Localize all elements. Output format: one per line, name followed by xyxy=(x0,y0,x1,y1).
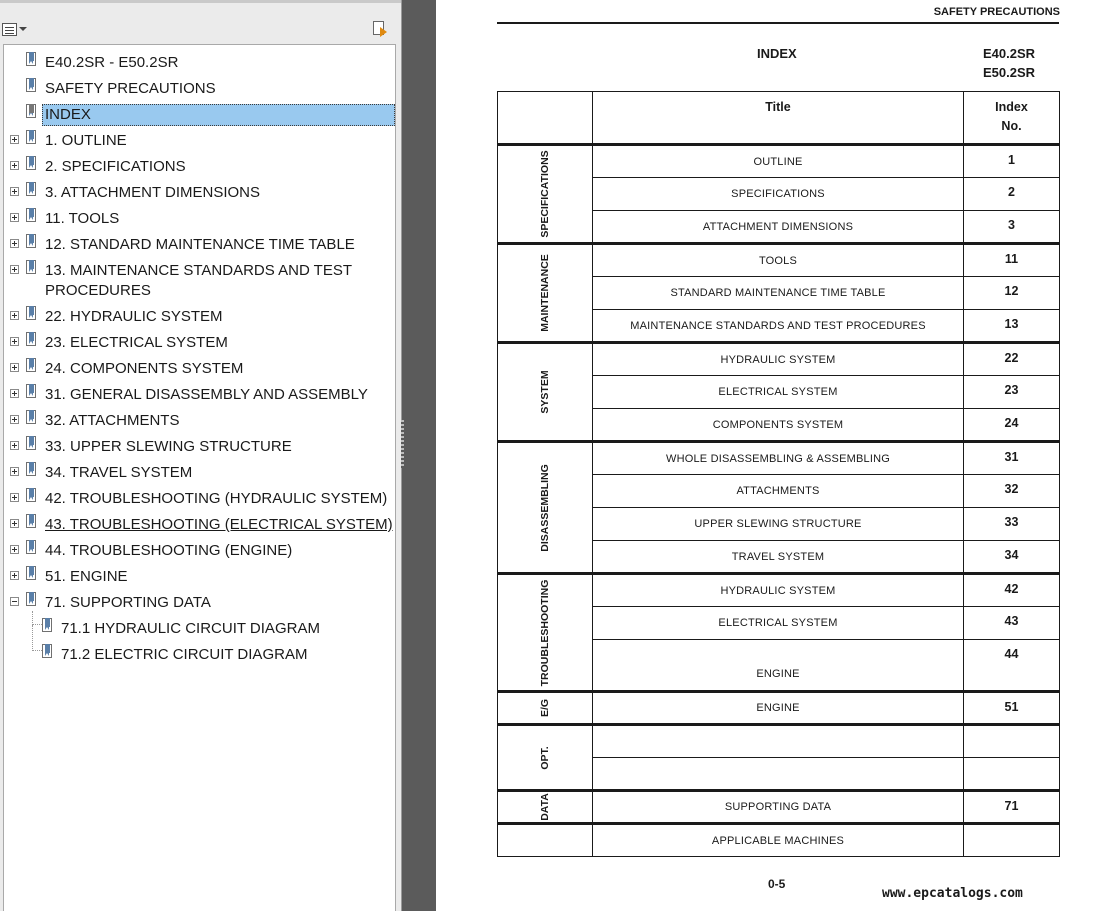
bookmark-options-button[interactable] xyxy=(2,20,28,38)
bookmark-title[interactable] xyxy=(4,49,395,75)
row-index-no: 3 xyxy=(964,211,1060,244)
bookmark-label: 23. ELECTRICAL SYSTEM xyxy=(45,334,228,351)
row-index-no: 32 xyxy=(964,475,1060,508)
bookmark-disassembly-assembly[interactable] xyxy=(4,381,395,407)
bookmark-icon xyxy=(26,130,38,146)
table-row xyxy=(498,791,1060,824)
bookmark-label: 71.2 ELECTRIC CIRCUIT DIAGRAM xyxy=(61,646,308,663)
row-index-no xyxy=(964,725,1060,758)
category-label: DATA xyxy=(539,793,551,821)
bookmarks-panel xyxy=(0,0,401,911)
row-title: UPPER SLEWING STRUCTURE xyxy=(593,508,964,541)
row-index-no: 43 xyxy=(964,607,1060,640)
table-header-row xyxy=(498,92,1060,145)
bookmark-label: INDEX xyxy=(42,104,395,126)
splitter-grip[interactable] xyxy=(401,420,404,468)
table-row xyxy=(498,244,1060,277)
bookmark-icon xyxy=(26,592,38,608)
expand-plus-icon[interactable] xyxy=(10,545,19,554)
bookmark-icon xyxy=(26,104,38,120)
bookmark-travel-system[interactable] xyxy=(4,459,395,485)
bookmark-label: 31. GENERAL DISASSEMBLY AND ASSEMBLY xyxy=(45,386,368,403)
bookmark-label: 1. OUTLINE xyxy=(45,132,127,149)
row-index-no: 2 xyxy=(964,178,1060,211)
panel-splitter[interactable] xyxy=(401,0,436,911)
bookmark-maintenance-time-table[interactable] xyxy=(4,231,395,257)
page-header-title: SAFETY PRECAUTIONS xyxy=(933,6,1060,18)
bookmark-icon xyxy=(26,260,38,276)
category-cell xyxy=(498,692,593,725)
row-index-no: 42 xyxy=(964,574,1060,607)
row-index-no: 23 xyxy=(964,376,1060,409)
table-row xyxy=(498,725,1060,758)
bookmark-label: 34. TRAVEL SYSTEM xyxy=(45,464,193,481)
bookmark-icon xyxy=(26,436,38,452)
category-cell xyxy=(498,145,593,244)
row-title: ELECTRICAL SYSTEM xyxy=(593,376,964,409)
bookmark-label: 12. STANDARD MAINTENANCE TIME TABLE xyxy=(45,236,355,253)
expand-plus-icon[interactable] xyxy=(10,213,19,222)
bookmark-icon xyxy=(26,514,38,530)
bookmark-label: 43. TROUBLESHOOTING (ELECTRICAL SYSTEM) xyxy=(45,516,393,533)
row-title: TRAVEL SYSTEM xyxy=(593,541,964,574)
row-index-no xyxy=(964,758,1060,791)
toolbar-border xyxy=(0,0,401,3)
bookmark-electrical-system[interactable] xyxy=(4,329,395,355)
bookmark-label: 44. TROUBLESHOOTING (ENGINE) xyxy=(45,542,293,559)
bookmark-icon xyxy=(26,540,38,556)
expand-plus-icon[interactable] xyxy=(10,337,19,346)
index-header-line: Index xyxy=(995,100,1028,114)
bookmark-icon xyxy=(42,644,54,660)
expand-bookmark-button[interactable] xyxy=(370,20,390,38)
row-index-no: 13 xyxy=(964,310,1060,343)
bookmark-label: E40.2SR - E50.2SR xyxy=(45,54,179,71)
row-title: MAINTENANCE STANDARDS AND TEST PROCEDURES xyxy=(593,310,964,343)
category-cell xyxy=(498,791,593,824)
bookmark-icon xyxy=(26,410,38,426)
bookmark-label: 24. COMPONENTS SYSTEM xyxy=(45,360,244,377)
bookmark-icon xyxy=(26,208,38,224)
bookmark-icon xyxy=(26,358,38,374)
row-title: COMPONENTS SYSTEM xyxy=(593,409,964,442)
bookmark-electric-circuit-diagram[interactable] xyxy=(4,641,395,667)
row-index-no: 1 xyxy=(964,145,1060,178)
bookmark-icon xyxy=(26,384,38,400)
bookmark-label: SAFETY PRECAUTIONS xyxy=(45,80,216,97)
row-index-no xyxy=(964,824,1060,857)
row-title: TOOLS xyxy=(593,244,964,277)
watermark-text: www.epcatalogs.com xyxy=(882,886,1023,901)
bookmark-supporting-data[interactable] xyxy=(4,589,395,615)
row-title: SUPPORTING DATA xyxy=(593,791,964,824)
bookmark-label: 11. TOOLS xyxy=(45,210,120,227)
bookmark-icon xyxy=(26,182,38,198)
expand-plus-icon[interactable] xyxy=(10,239,19,248)
bookmark-icon xyxy=(26,52,38,68)
expand-plus-icon[interactable] xyxy=(10,265,19,274)
bookmark-troubleshooting-hydraulic[interactable] xyxy=(4,485,395,511)
title-header: Title xyxy=(593,92,964,145)
caret-down-icon xyxy=(19,27,27,31)
row-index-no: 34 xyxy=(964,541,1060,574)
bookmark-icon xyxy=(26,78,38,94)
bookmark-troubleshooting-electrical[interactable] xyxy=(4,511,395,537)
category-cell xyxy=(498,824,593,857)
row-title xyxy=(593,758,964,791)
row-title: ATTACHMENTS xyxy=(593,475,964,508)
bookmark-label: 2. SPECIFICATIONS xyxy=(45,158,186,175)
row-index-no: 11 xyxy=(964,244,1060,277)
bookmark-outline[interactable] xyxy=(4,127,395,153)
bookmark-icon xyxy=(26,566,38,582)
bookmark-hydraulic-system[interactable] xyxy=(4,303,395,329)
arrow-right-icon xyxy=(380,27,387,37)
collapse-minus-icon[interactable] xyxy=(10,597,19,606)
bookmark-label: 42. TROUBLESHOOTING (HYDRAULIC SYSTEM) xyxy=(45,490,388,507)
bookmark-icon xyxy=(26,234,38,250)
expand-plus-icon[interactable] xyxy=(10,187,19,196)
expand-plus-icon[interactable] xyxy=(10,389,19,398)
expand-plus-icon[interactable] xyxy=(10,311,19,320)
row-index-no: 12 xyxy=(964,277,1060,310)
row-title: ENGINE xyxy=(593,692,964,725)
category-label: TROUBLESHOOTING xyxy=(539,579,551,686)
expand-plus-icon[interactable] xyxy=(10,135,19,144)
index-no-header xyxy=(964,92,1060,145)
bookmark-maintenance-standards[interactable] xyxy=(4,257,395,303)
expand-plus-icon[interactable] xyxy=(10,415,19,424)
row-title: SPECIFICATIONS xyxy=(593,178,964,211)
bookmark-troubleshooting-engine[interactable] xyxy=(4,537,395,563)
category-label: SPECIFICATIONS xyxy=(539,150,551,238)
bookmark-icon xyxy=(26,488,38,504)
bookmark-attachment-dimensions[interactable] xyxy=(4,179,395,205)
category-cell xyxy=(498,574,593,692)
expand-plus-icon[interactable] xyxy=(10,467,19,476)
category-cell xyxy=(498,244,593,343)
bookmark-index[interactable] xyxy=(4,101,395,127)
row-title: HYDRAULIC SYSTEM xyxy=(593,343,964,376)
row-index-no: 22 xyxy=(964,343,1060,376)
expand-plus-icon[interactable] xyxy=(10,493,19,502)
expand-plus-icon[interactable] xyxy=(10,519,19,528)
index-header-line: No. xyxy=(1001,119,1022,133)
list-options-icon xyxy=(2,23,17,36)
row-index-no: 31 xyxy=(964,442,1060,475)
bookmark-icon xyxy=(26,156,38,172)
bookmark-label: 51. ENGINE xyxy=(45,568,128,585)
category-label: OPT. xyxy=(539,745,551,770)
table-row xyxy=(498,574,1060,607)
bookmark-engine[interactable] xyxy=(4,563,395,589)
index-heading: INDEX xyxy=(757,46,797,61)
row-index-no: 51 xyxy=(964,692,1060,725)
index-table xyxy=(497,91,1060,857)
category-cell xyxy=(498,442,593,574)
model-name: E50.2SR xyxy=(983,65,1036,80)
row-title: APPLICABLE MACHINES xyxy=(593,824,964,857)
bookmark-attachments[interactable] xyxy=(4,407,395,433)
table-row xyxy=(498,145,1060,178)
row-title: ELECTRICAL SYSTEM xyxy=(593,607,964,640)
bookmark-hydraulic-circuit-diagram[interactable] xyxy=(4,615,395,641)
category-header xyxy=(498,92,593,145)
bookmark-icon xyxy=(26,332,38,348)
category-label: MAINTENANCE xyxy=(539,254,551,332)
header-rule xyxy=(497,22,1059,24)
bookmark-label: 32. ATTACHMENTS xyxy=(45,412,180,429)
category-cell xyxy=(498,725,593,791)
bookmark-upper-slewing[interactable] xyxy=(4,433,395,459)
category-label: SYSTEM xyxy=(539,370,551,414)
bookmark-label: 71.1 HYDRAULIC CIRCUIT DIAGRAM xyxy=(61,620,320,637)
table-row xyxy=(498,343,1060,376)
expand-plus-icon[interactable] xyxy=(10,363,19,372)
bookmark-specifications[interactable] xyxy=(4,153,395,179)
row-title: STANDARD MAINTENANCE TIME TABLE xyxy=(593,277,964,310)
row-index-no: 71 xyxy=(964,791,1060,824)
table-row xyxy=(498,824,1060,857)
category-label: E/G xyxy=(539,698,551,718)
row-title: HYDRAULIC SYSTEM xyxy=(593,574,964,607)
bookmark-components-system[interactable] xyxy=(4,355,395,381)
expand-plus-icon[interactable] xyxy=(10,441,19,450)
bookmark-label: 3. ATTACHMENT DIMENSIONS xyxy=(45,184,261,201)
row-title: ENGINE xyxy=(593,640,964,692)
row-index-no: 33 xyxy=(964,508,1060,541)
category-label: DISASSEMBLING xyxy=(539,463,551,552)
category-cell xyxy=(498,343,593,442)
row-index-no: 24 xyxy=(964,409,1060,442)
row-index-no: 44 xyxy=(964,640,1060,692)
bookmark-icon xyxy=(42,618,54,634)
page-number: 0-5 xyxy=(768,877,786,891)
row-title: WHOLE DISASSEMBLING & ASSEMBLING xyxy=(593,442,964,475)
row-title xyxy=(593,725,964,758)
model-name: E40.2SR xyxy=(983,46,1036,61)
row-title: ATTACHMENT DIMENSIONS xyxy=(593,211,964,244)
expand-plus-icon[interactable] xyxy=(10,161,19,170)
table-row xyxy=(498,442,1060,475)
bookmark-label: 33. UPPER SLEWING STRUCTURE xyxy=(45,438,292,455)
bookmarks-toolbar xyxy=(0,0,401,42)
bookmark-tools[interactable] xyxy=(4,205,395,231)
bookmark-label: 71. SUPPORTING DATA xyxy=(45,594,211,611)
bookmark-label: 13. MAINTENANCE STANDARDS AND TEST PROCEDURES xyxy=(45,262,352,299)
bookmark-icon xyxy=(26,462,38,478)
bookmark-label: 22. HYDRAULIC SYSTEM xyxy=(45,308,223,325)
row-title: OUTLINE xyxy=(593,145,964,178)
expand-plus-icon[interactable] xyxy=(10,571,19,580)
table-row xyxy=(498,692,1060,725)
bookmark-tree[interactable] xyxy=(3,44,396,911)
bookmark-icon xyxy=(26,306,38,322)
bookmark-safety-precautions[interactable] xyxy=(4,75,395,101)
